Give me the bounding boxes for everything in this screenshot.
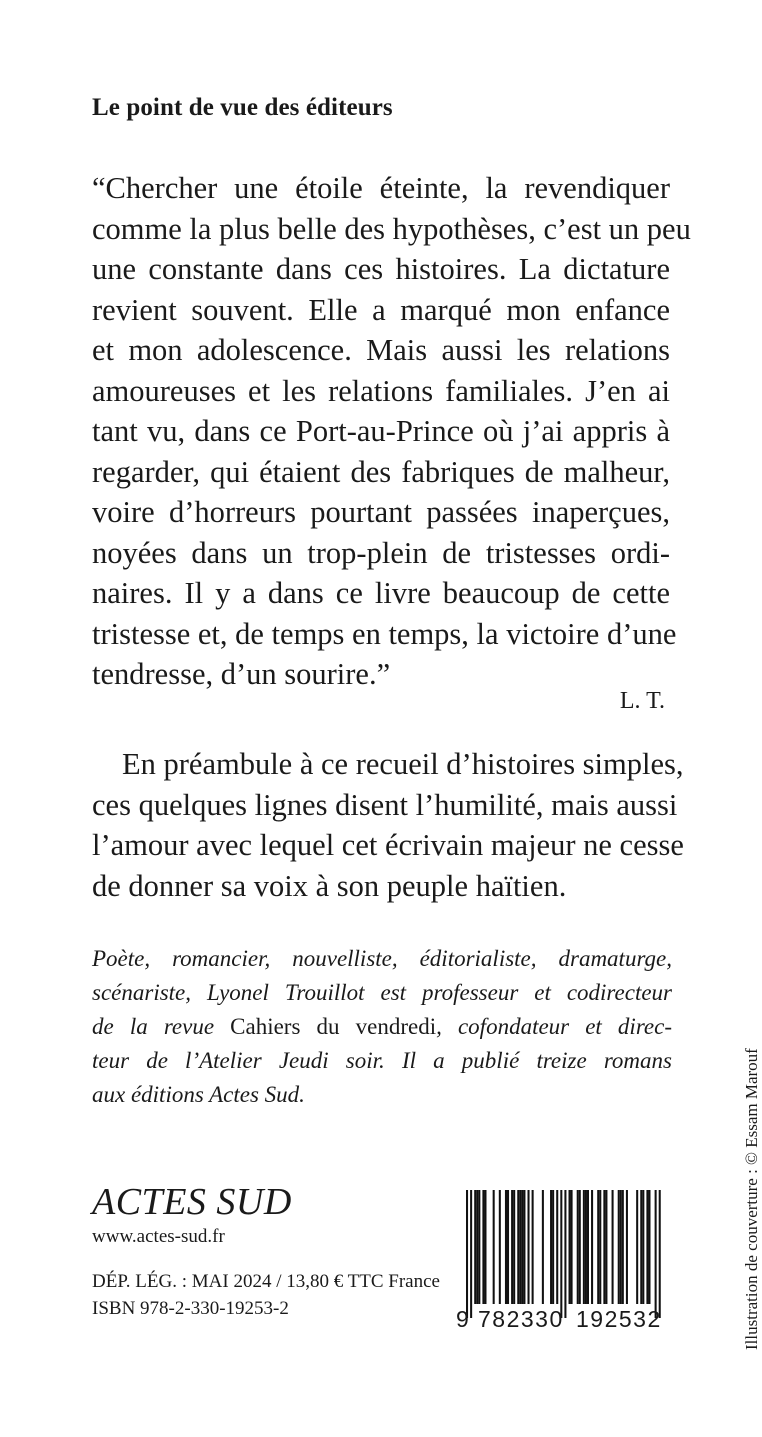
barcode-bar xyxy=(484,1190,486,1304)
barcode-bar xyxy=(612,1190,614,1304)
publisher-logo: ACTES SUD xyxy=(92,1181,292,1223)
barcode-bar xyxy=(577,1190,579,1304)
barcode-bar xyxy=(646,1190,648,1304)
barcode-bar xyxy=(620,1190,622,1304)
bio-line: teur de l’Atelier Jeudi soir. Il a publié treize romans xyxy=(92,1048,672,1073)
barcode-bar xyxy=(585,1190,587,1304)
barcode-group-2: 192532 xyxy=(576,1306,662,1332)
preamble-line: de donner sa voix à son peuple haïtien. xyxy=(92,868,567,903)
barcode-bar xyxy=(569,1190,571,1304)
preamble-line: En préambule à ce recueil d’histoires simples, xyxy=(122,747,684,781)
barcode-bar xyxy=(605,1190,607,1304)
barcode-bar xyxy=(532,1190,534,1304)
barcode-bar xyxy=(599,1190,601,1304)
barcode-bar xyxy=(564,1190,566,1318)
quote-line: voire d’horreurs pourtant passées inaperçues, xyxy=(92,495,670,529)
barcode-bar xyxy=(648,1190,650,1304)
author-quote xyxy=(92,168,691,695)
barcode-bar xyxy=(640,1190,642,1304)
barcode-bar xyxy=(542,1190,544,1304)
bio-line: Poète, romancier, nouvelliste, éditorialiste, dramaturge, xyxy=(92,946,672,971)
quote-line: regarder, qui étaient des fabriques de malheur, xyxy=(92,454,670,489)
bio-line xyxy=(92,1010,672,1044)
barcode-bar xyxy=(655,1190,657,1318)
barcode-bar xyxy=(505,1190,507,1304)
preamble-line: l’amour avec lequel cet écrivain majeur ne cesse xyxy=(92,828,684,862)
barcode-group-1: 782330 xyxy=(478,1306,564,1332)
barcode-bars xyxy=(452,1190,674,1320)
barcode-bar xyxy=(571,1190,573,1304)
barcode-bar xyxy=(478,1190,480,1304)
barcode-bar xyxy=(552,1190,554,1304)
bio-line: aux éditions Actes Sud. xyxy=(92,1082,305,1107)
barcode-bar xyxy=(583,1190,585,1304)
barcode-bar xyxy=(622,1190,624,1304)
journal-title: Cahiers du vendredi xyxy=(214,1014,437,1039)
barcode-bar xyxy=(513,1190,515,1304)
barcode-bar xyxy=(591,1190,593,1304)
legal-deposit: DÉP. LÉG. : MAI 2024 / 13,80 € TTC France xyxy=(92,1271,440,1292)
barcode-bar xyxy=(511,1190,513,1304)
barcode-bar xyxy=(560,1190,562,1318)
quote-line: naires. Il y a dans ce livre beaucoup de cette xyxy=(92,576,670,610)
barcode-bar xyxy=(517,1190,519,1304)
barcode-bar xyxy=(528,1190,530,1304)
barcode-bar xyxy=(587,1190,589,1304)
barcode-bar xyxy=(466,1190,468,1318)
quote-line: comme la plus belle des hypothèses, c’est un peu xyxy=(92,211,691,246)
quote-line: et mon adolescence. Mais aussi les relations xyxy=(92,333,670,367)
barcode-bar xyxy=(493,1190,495,1304)
barcode-bar xyxy=(579,1190,581,1304)
barcode-bar xyxy=(523,1190,525,1304)
barcode-bar xyxy=(474,1190,476,1304)
barcode-bar xyxy=(521,1190,523,1304)
barcode-lead-digit: 9 xyxy=(456,1306,471,1332)
bio-text: de la revue xyxy=(92,1014,215,1039)
barcode-bar xyxy=(597,1190,599,1304)
barcode-bar xyxy=(550,1190,552,1304)
quote-line: une constante dans ces histoires. La dictature xyxy=(92,252,670,286)
preamble-line: ces quelques lignes disent l’humilité, mais aussi xyxy=(92,787,678,822)
isbn-barcode xyxy=(452,1190,674,1342)
barcode-bar xyxy=(556,1190,558,1304)
author-bio xyxy=(92,942,672,1112)
quote-line: noyées dans un trop-plein de tristesses ordi- xyxy=(92,535,670,570)
barcode-bar xyxy=(626,1190,628,1304)
quote-line: “Chercher une étoile éteinte, la revendiquer xyxy=(92,171,670,205)
barcode-bar xyxy=(519,1190,521,1304)
quote-line: tant vu, dans ce Port-au-Prince où j’ai appris à xyxy=(92,414,670,448)
barcode-bar xyxy=(642,1190,644,1304)
quote-line: tristesse et, de temps en temps, la victoire d’une xyxy=(92,616,677,651)
section-heading: Le point de vue des éditeurs xyxy=(92,94,393,121)
preamble-paragraph xyxy=(92,744,684,906)
barcode-bar xyxy=(603,1190,605,1304)
cover-illustration-credit: Illustration de couverture : © Essam Marouf xyxy=(742,1048,761,1350)
barcode-bar xyxy=(636,1190,638,1304)
barcode-bar xyxy=(476,1190,478,1304)
bio-line: scénariste, Lyonel Trouillot est professeur et codirecteur xyxy=(92,980,672,1005)
legal-info xyxy=(92,1268,440,1322)
barcode-bar xyxy=(618,1190,620,1304)
barcode-bar xyxy=(499,1190,501,1304)
publisher-website: www.actes-sud.fr xyxy=(92,1226,225,1247)
quote-line: revient souvent. Elle a marqué mon enfance xyxy=(92,292,670,327)
barcode-bar xyxy=(659,1190,661,1318)
quote-line: tendresse, d’un sourire.” xyxy=(92,657,391,691)
barcode-bar xyxy=(507,1190,509,1304)
barcode-bar xyxy=(470,1190,472,1318)
quote-line: amoureuses et les relations familiales. J’en ai xyxy=(92,373,670,408)
isbn: ISBN 978-2-330-19253-2 xyxy=(92,1298,289,1319)
quote-attribution: L. T. xyxy=(619,688,665,714)
barcode-bar xyxy=(482,1190,484,1304)
bio-text: , cofondateur et direc- xyxy=(436,1014,672,1039)
